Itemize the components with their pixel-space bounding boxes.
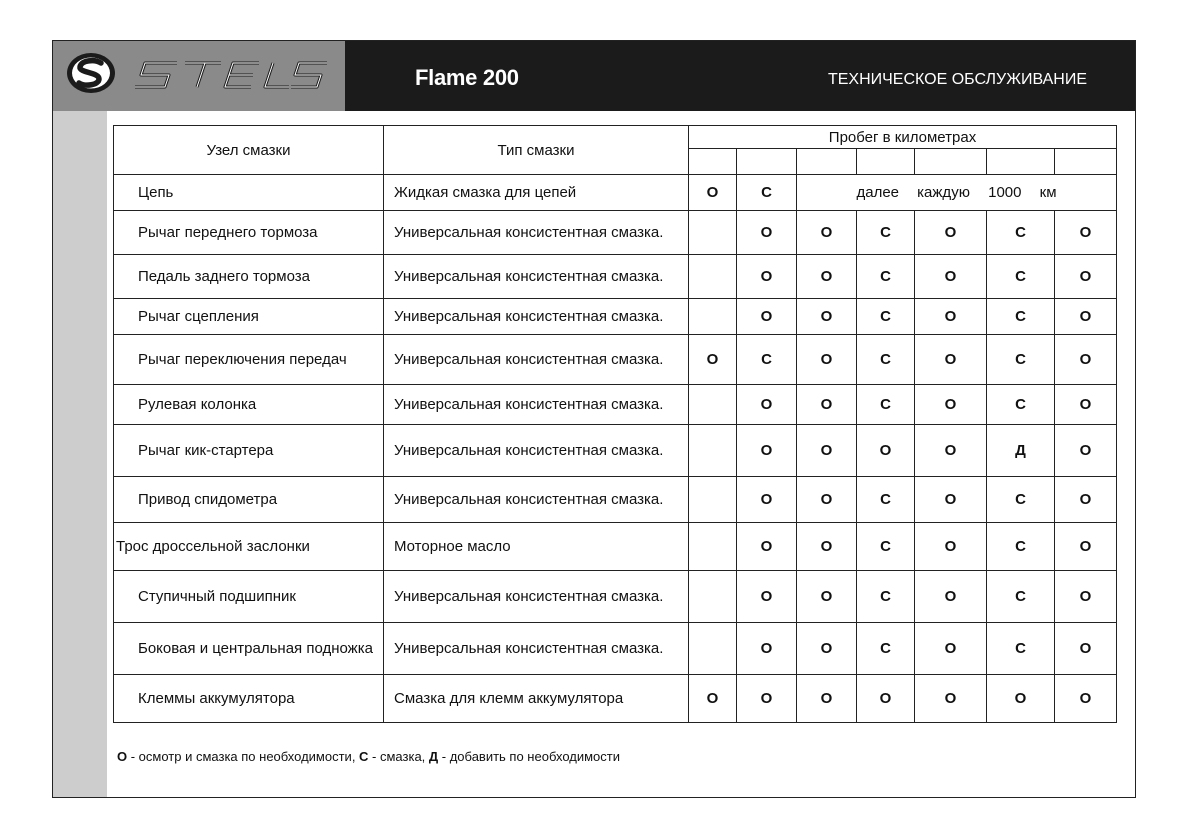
row-mark: О bbox=[1055, 571, 1117, 623]
page-frame bbox=[52, 40, 1136, 798]
row-mark: С bbox=[857, 335, 915, 385]
row-type: Универсальная консистентная смазка. bbox=[384, 255, 689, 299]
row-mark: О bbox=[915, 425, 987, 477]
table-row bbox=[114, 623, 1117, 675]
row-mark: О bbox=[915, 335, 987, 385]
row-mark: О bbox=[797, 675, 857, 723]
mileage-cell bbox=[915, 149, 987, 175]
row-mark: О bbox=[1055, 255, 1117, 299]
row-node: Трос дроссельной заслонки bbox=[114, 523, 384, 571]
stels-wordmark bbox=[133, 55, 329, 95]
table-row bbox=[114, 299, 1117, 335]
row-mark: О bbox=[689, 675, 737, 723]
row-mark: Д bbox=[987, 425, 1055, 477]
row-mark: С bbox=[857, 623, 915, 675]
col-header-type: Тип смазки bbox=[384, 126, 689, 175]
mileage-cell bbox=[797, 149, 857, 175]
row-mark: О bbox=[737, 299, 797, 335]
row-mark: С bbox=[987, 385, 1055, 425]
row-mark: О bbox=[1055, 211, 1117, 255]
row-mark bbox=[689, 623, 737, 675]
row-mark: О bbox=[915, 385, 987, 425]
col-header-node: Узел смазки bbox=[114, 126, 384, 175]
row-mark bbox=[689, 571, 737, 623]
row-mark: О bbox=[797, 335, 857, 385]
row-mark: С bbox=[987, 211, 1055, 255]
row-mark: О bbox=[1055, 385, 1117, 425]
legend-key-c: С bbox=[359, 749, 369, 764]
table-row bbox=[114, 335, 1117, 385]
row-mark: С bbox=[737, 335, 797, 385]
row-mark bbox=[689, 299, 737, 335]
row-mark: О bbox=[737, 255, 797, 299]
row-mark: О bbox=[737, 623, 797, 675]
row-mark: О bbox=[737, 425, 797, 477]
row-type: Универсальная консистентная смазка. bbox=[384, 299, 689, 335]
row-mark: О bbox=[737, 385, 797, 425]
lubrication-table bbox=[113, 125, 1117, 723]
row-mark: С bbox=[987, 335, 1055, 385]
row-mark: С bbox=[857, 211, 915, 255]
row-type: Универсальная консистентная смазка. bbox=[384, 335, 689, 385]
row-mark: О bbox=[1055, 675, 1117, 723]
row-mark: О bbox=[797, 477, 857, 523]
legend-text-d: - добавить по необходимости bbox=[438, 749, 620, 764]
row-type: Универсальная консистентная смазка. bbox=[384, 623, 689, 675]
row-mark: О bbox=[737, 211, 797, 255]
table-row bbox=[114, 477, 1117, 523]
chain-interval-note: далее каждую 1000 км bbox=[797, 175, 1117, 211]
table-row bbox=[114, 255, 1117, 299]
table-row bbox=[114, 675, 1117, 723]
row-mark: О bbox=[797, 623, 857, 675]
mileage-cell bbox=[987, 149, 1055, 175]
mileage-cell bbox=[1055, 149, 1117, 175]
row-node: Рычаг кик-стартера bbox=[114, 425, 384, 477]
row-mark: О bbox=[987, 675, 1055, 723]
row-type: Универсальная консистентная смазка. bbox=[384, 211, 689, 255]
row-mark: О bbox=[915, 255, 987, 299]
header-bar bbox=[53, 41, 1135, 111]
row-mark: О bbox=[689, 335, 737, 385]
row-mark: С bbox=[857, 523, 915, 571]
row-type: Жидкая смазка для цепей bbox=[384, 175, 689, 211]
row-mark: С bbox=[857, 299, 915, 335]
row-node: Рулевая колонка bbox=[114, 385, 384, 425]
table-row bbox=[114, 211, 1117, 255]
row-mark: О bbox=[1055, 477, 1117, 523]
row-mark: О bbox=[797, 425, 857, 477]
row-node: Ступичный подшипник bbox=[114, 571, 384, 623]
row-mark: С bbox=[857, 477, 915, 523]
row-node: Рычаг переключения передач bbox=[114, 335, 384, 385]
row-mark: О bbox=[797, 211, 857, 255]
table-row bbox=[114, 425, 1117, 477]
row-node: Клеммы аккумулятора bbox=[114, 675, 384, 723]
row-mark: О bbox=[797, 255, 857, 299]
row-mark: С bbox=[987, 299, 1055, 335]
legend-text-c: - смазка, bbox=[368, 749, 429, 764]
row-mark: О bbox=[857, 675, 915, 723]
row-mark: С bbox=[857, 255, 915, 299]
row-mark: O bbox=[689, 175, 737, 211]
table-row bbox=[114, 175, 1117, 211]
row-mark: О bbox=[915, 675, 987, 723]
row-mark: О bbox=[915, 299, 987, 335]
row-mark: О bbox=[797, 571, 857, 623]
row-mark: С bbox=[987, 255, 1055, 299]
legend-key-d: Д bbox=[428, 749, 439, 764]
row-mark bbox=[689, 523, 737, 571]
row-node: Рычаг сцепления bbox=[114, 299, 384, 335]
legend-key-o: О bbox=[117, 749, 128, 764]
row-mark: О bbox=[737, 523, 797, 571]
row-type: Универсальная консистентная смазка. bbox=[384, 477, 689, 523]
row-type: Универсальная консистентная смазка. bbox=[384, 425, 689, 477]
row-mark: О bbox=[915, 211, 987, 255]
row-mark: С bbox=[987, 523, 1055, 571]
row-mark: С bbox=[987, 571, 1055, 623]
stels-emblem-icon bbox=[65, 51, 117, 95]
row-mark: С bbox=[857, 571, 915, 623]
row-mark: О bbox=[797, 299, 857, 335]
row-mark: О bbox=[797, 523, 857, 571]
row-mark: О bbox=[1055, 425, 1117, 477]
legend bbox=[117, 749, 620, 764]
row-type: Универсальная консистентная смазка. bbox=[384, 385, 689, 425]
row-mark: О bbox=[1055, 299, 1117, 335]
row-mark: О bbox=[915, 477, 987, 523]
row-node: Боковая и центральная подножка bbox=[114, 623, 384, 675]
table-row bbox=[114, 523, 1117, 571]
row-type: Моторное масло bbox=[384, 523, 689, 571]
row-mark: О bbox=[1055, 623, 1117, 675]
row-type: Универсальная консистентная смазка. bbox=[384, 571, 689, 623]
row-mark: О bbox=[737, 477, 797, 523]
row-mark: С bbox=[857, 385, 915, 425]
model-title: Flame 200 bbox=[415, 65, 519, 90]
row-mark: О bbox=[915, 571, 987, 623]
section-title: ТЕХНИЧЕСКОЕ ОБСЛУЖИВАНИЕ bbox=[827, 71, 1087, 88]
row-node: Привод спидометра bbox=[114, 477, 384, 523]
row-mark: С bbox=[987, 477, 1055, 523]
row-mark: О bbox=[1055, 335, 1117, 385]
row-node: Рычаг переднего тормоза bbox=[114, 211, 384, 255]
row-mark: С bbox=[987, 623, 1055, 675]
row-mark: О bbox=[797, 385, 857, 425]
row-mark bbox=[689, 385, 737, 425]
mileage-cell bbox=[737, 149, 797, 175]
legend-text-o: - осмотр и смазка по необходимости, bbox=[127, 749, 360, 764]
row-mark bbox=[689, 425, 737, 477]
side-strip bbox=[53, 111, 107, 797]
row-mark bbox=[689, 255, 737, 299]
table-row bbox=[114, 385, 1117, 425]
row-mark: О bbox=[1055, 523, 1117, 571]
row-type: Смазка для клемм аккумулятора bbox=[384, 675, 689, 723]
mileage-cell bbox=[689, 149, 737, 175]
row-mark: О bbox=[737, 675, 797, 723]
row-mark: С bbox=[737, 175, 797, 211]
row-node: Цепь bbox=[114, 175, 384, 211]
row-mark bbox=[689, 211, 737, 255]
row-mark bbox=[689, 477, 737, 523]
table-row bbox=[114, 571, 1117, 623]
row-mark: О bbox=[737, 571, 797, 623]
row-node: Педаль заднего тормоза bbox=[114, 255, 384, 299]
row-mark: О bbox=[915, 523, 987, 571]
col-header-mileage: Пробег в километрах bbox=[689, 126, 1117, 149]
row-mark: О bbox=[857, 425, 915, 477]
brand-logo bbox=[53, 41, 345, 111]
mileage-cell bbox=[857, 149, 915, 175]
row-mark: О bbox=[915, 623, 987, 675]
